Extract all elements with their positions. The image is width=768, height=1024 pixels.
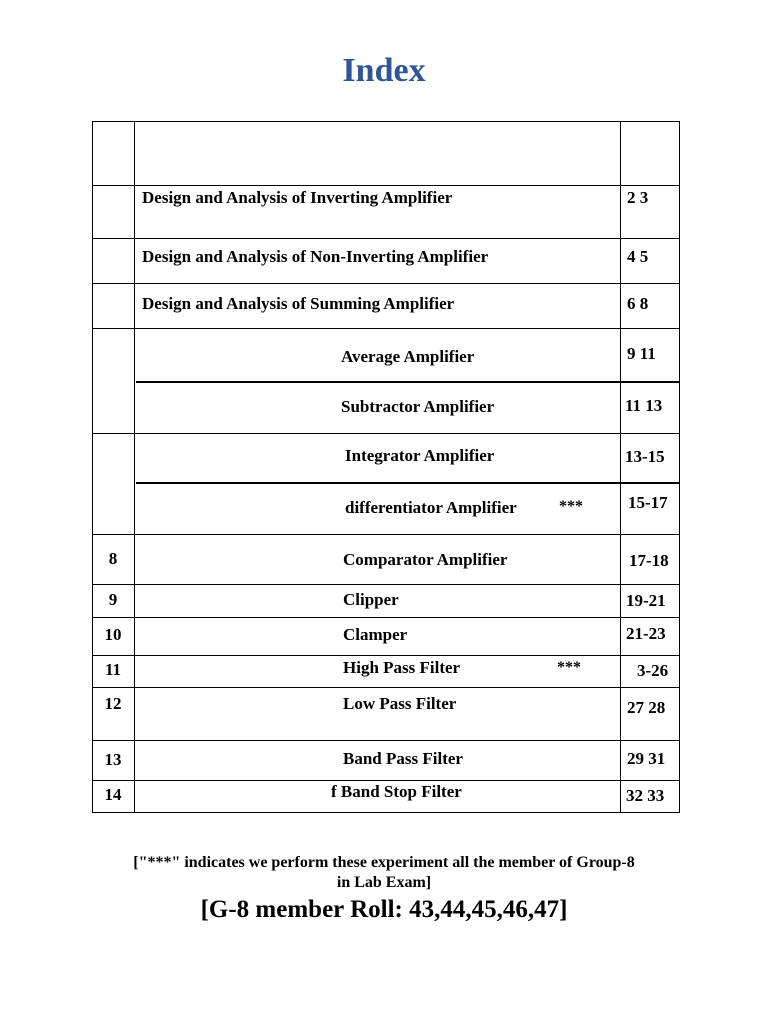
serial-number: 13 (104, 750, 122, 769)
table-col-divider (620, 121, 621, 813)
page-range: 21-23 (626, 624, 666, 643)
row-divider (92, 534, 680, 535)
page-range: 15-17 (628, 493, 668, 512)
experiment-name: Integrator Amplifier (345, 446, 495, 465)
row-divider (92, 328, 680, 329)
row-divider (92, 238, 680, 239)
serial-number: 14 (104, 785, 122, 804)
table-border-top (92, 121, 680, 122)
row-divider (92, 283, 680, 284)
table-border-right (679, 121, 680, 813)
experiment-name: Band Pass Filter (343, 749, 463, 768)
experiment-name: differentiator Amplifier (345, 498, 517, 517)
page-range: 6 8 (627, 294, 649, 313)
page-range: 19-21 (626, 591, 666, 610)
experiment-name: High Pass Filter (343, 658, 461, 677)
row-divider (92, 740, 680, 741)
page-range: 27 28 (627, 698, 666, 717)
page-range: 9 11 (627, 344, 656, 363)
page-range: 29 31 (627, 749, 666, 768)
footnote (0, 853, 768, 893)
experiment-name: Comparator Amplifier (343, 550, 508, 569)
group-roll: [G-8 member Roll: 43,44,45,46,47] (200, 896, 568, 923)
footnote-line-2: in Lab Exam] (336, 874, 432, 891)
serial-number: 11 (104, 660, 122, 679)
footnote-line-1: ["***" indicates we perform these experiment all the member of Group-8 (133, 854, 635, 871)
experiment-name: Clamper (343, 625, 408, 644)
row-divider (92, 780, 680, 781)
experiment-name: Design and Analysis of Non-Inverting Amplifier (142, 247, 489, 266)
experiment-name: f Band Stop Filter (331, 782, 462, 801)
row-divider (136, 482, 680, 484)
page-range: 3-26 (637, 661, 669, 680)
serial-number: 12 (104, 694, 122, 713)
row-divider (136, 381, 680, 383)
page-range: 11 13 (625, 396, 663, 415)
serial-number: 8 (108, 549, 118, 568)
row-divider (92, 433, 680, 434)
experiment-name: Design and Analysis of Summing Amplifier (142, 294, 455, 313)
group-mark: *** (559, 498, 583, 515)
table-col-divider (134, 121, 135, 813)
experiment-name: Average Amplifier (341, 347, 475, 366)
serial-number: 10 (104, 625, 122, 644)
index-table (92, 121, 680, 813)
row-divider (92, 655, 680, 656)
row-divider (92, 584, 680, 585)
page-range: 4 5 (627, 247, 649, 266)
page-range: 17-18 (629, 551, 669, 570)
row-divider (92, 185, 680, 186)
experiment-name: Subtractor Amplifier (341, 397, 495, 416)
experiment-name: Clipper (343, 590, 399, 609)
page-range: 32 33 (626, 786, 665, 805)
row-divider (92, 687, 680, 688)
serial-number: 9 (108, 590, 118, 609)
page-range: 2 3 (627, 188, 649, 207)
group-mark: *** (557, 659, 581, 676)
experiment-name: Design and Analysis of Inverting Amplifier (142, 188, 453, 207)
page-title: Index (342, 52, 426, 89)
row-divider (92, 617, 680, 618)
experiment-name: Low Pass Filter (343, 694, 457, 713)
page-range: 13-15 (625, 447, 665, 466)
table-border-bottom (92, 812, 680, 813)
